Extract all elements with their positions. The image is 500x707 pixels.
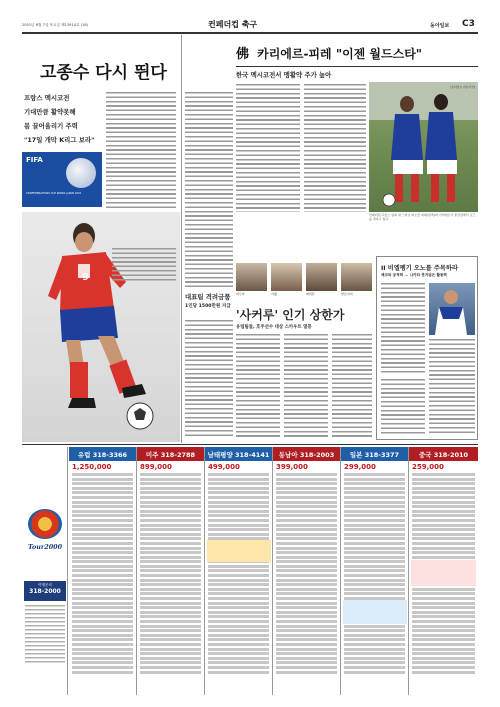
- ad-column-japan: [341, 447, 409, 695]
- box-story: [376, 256, 478, 440]
- box-story-body-col3: [381, 379, 425, 435]
- tour-info-lines: [25, 605, 65, 665]
- ad-column-header: 중국 318-2010: [409, 447, 478, 461]
- tour-phone-number: 318-2000: [29, 588, 61, 595]
- ad-highlight-box: [207, 540, 271, 562]
- box-photo-figure: [429, 283, 475, 335]
- fan-subhead: 유럽팀들, 호주선수 대상 스카우트 열풍: [236, 325, 312, 330]
- brand-name: 동아일보: [430, 23, 450, 29]
- ad-lines: [205, 473, 272, 674]
- right-headline-prefix: 佛: [236, 47, 250, 62]
- ad-column-southeast-asia: [273, 447, 341, 695]
- masthead: [22, 19, 478, 31]
- box-story-photo: [429, 283, 475, 335]
- portrait-photo: [271, 263, 302, 291]
- portrait-photo: [341, 263, 372, 291]
- ad-lines: [341, 473, 408, 674]
- subhead-line: 기대만큼 활약못해: [24, 108, 76, 116]
- photo-credit: [동아일보 자료사진]: [450, 85, 475, 89]
- ad-column-header: 유럽 318-3366: [69, 447, 136, 461]
- ad-column-america: [137, 447, 205, 695]
- ad-price: 399,000: [276, 463, 308, 471]
- ad-lines: [137, 473, 204, 674]
- ad-lines: [273, 473, 340, 674]
- player-thumbnail: [271, 263, 302, 301]
- portrait-photo: [236, 263, 267, 291]
- left-headline: 고종수 다시 뛴다: [40, 63, 167, 83]
- ad-column-header: 동남아 318-2003: [273, 447, 340, 461]
- ad-price: 299,000: [344, 463, 376, 471]
- player-thumbnail: [236, 263, 267, 301]
- box-story-subhead: 체코와 공격력 ... 나카타 못지않은 활동력: [381, 273, 447, 277]
- player-thumbnail: [341, 263, 372, 301]
- player-photo-gojongsu: [22, 212, 180, 442]
- player-thumbnail: [306, 263, 337, 301]
- fan-headline: '사커루' 인기 상한가: [236, 308, 345, 322]
- ad-highlight-box: [411, 560, 476, 586]
- portrait-photo: [306, 263, 337, 291]
- tour-brand-block: [22, 447, 68, 695]
- tour-phone-block: [24, 581, 66, 601]
- ad-column-header: 미주 318-2788: [137, 447, 204, 461]
- player-name: 비두카: [236, 292, 245, 296]
- subhead-line: 몸 끌어올리기 주력: [24, 122, 78, 130]
- ad-column-header: 일본 318-3377: [341, 447, 408, 461]
- box-story-body-col2: [429, 339, 475, 435]
- section-title: 컨페더컵 축구: [208, 20, 258, 29]
- france-players-photo: [369, 82, 478, 212]
- ad-price: 1,250,000: [72, 463, 112, 471]
- photo-caption: 컨페더컵 프랑스 팀의 새 스타로 떠오른 피레(왼쪽)와 카리에르가 훈련장에서 포즈를 취하고 있다.: [369, 213, 476, 221]
- tour-logo: Tour2000: [27, 543, 63, 551]
- ad-lines: [69, 473, 136, 674]
- header-rule: [22, 32, 478, 34]
- right-story-body-col1: [236, 84, 300, 212]
- short-story: [185, 292, 233, 309]
- trophy-icon: [66, 158, 96, 188]
- fan-story-body-col1: [236, 334, 280, 438]
- ad-highlight-box: [343, 600, 407, 624]
- ad-price: 899,000: [140, 463, 172, 471]
- left-story-body-2: [112, 248, 176, 282]
- jersey-number: 9: [82, 272, 89, 283]
- player-thumbnails: [236, 263, 372, 301]
- ad-price: 259,000: [412, 463, 444, 471]
- right-story-body-col2: [304, 84, 366, 212]
- player-name: 키웰: [271, 292, 277, 296]
- short-story-subhead: 1인당 1500만원 지급: [185, 304, 231, 309]
- ad-column-header: 남태평양 318-4141: [205, 447, 272, 461]
- player-name: 알로이지: [341, 292, 353, 296]
- box-story-headline: II 비엘펭기 오노를 주목하라: [381, 265, 458, 272]
- fifa-logo: [22, 152, 102, 207]
- column-divider: [181, 35, 182, 443]
- page-number: C3: [462, 19, 475, 29]
- box-story-body-col1: [381, 283, 425, 375]
- ad-column-europe: [69, 447, 137, 695]
- fan-story-body-col3: [332, 334, 372, 438]
- player-name: 에머튼: [306, 292, 315, 296]
- right-subhead: 한국 멕시코전서 맹활약 주가 높아: [236, 71, 332, 79]
- subhead-line: "17일 개막 K리그 보라": [24, 136, 95, 144]
- subhead-line: 프랑스 멕시코전: [24, 94, 70, 102]
- fifa-logo-text: FIFA: [26, 156, 43, 164]
- tour-logo-mark: [28, 509, 62, 539]
- date-line: 2001년 6월 7일 목요일 제13914호 (16): [22, 23, 89, 27]
- player-figure: [22, 212, 180, 442]
- left-story-body: [106, 92, 176, 210]
- right-headline: 카리에르-피레 "이젠 월드스타": [257, 47, 423, 61]
- ad-column-south-pacific: [205, 447, 273, 695]
- tour-phone-label: 여행문의: [38, 583, 52, 587]
- ad-section-rule: [22, 444, 478, 445]
- fifa-logo-subtext: CONFEDERATIONS CUP KOREA JAPAN 2001: [26, 192, 82, 195]
- left-subheads: [24, 93, 95, 144]
- short-story-headline: 대표팀 격려금품: [185, 293, 231, 301]
- short-story-body: [185, 320, 233, 438]
- ad-price: 499,000: [208, 463, 240, 471]
- right-headline-row: [236, 43, 478, 63]
- fan-story-body-col2: [284, 334, 328, 438]
- right-headline-rule: [236, 66, 478, 67]
- france-players-figure: [369, 82, 478, 212]
- middle-story-body: [185, 92, 233, 288]
